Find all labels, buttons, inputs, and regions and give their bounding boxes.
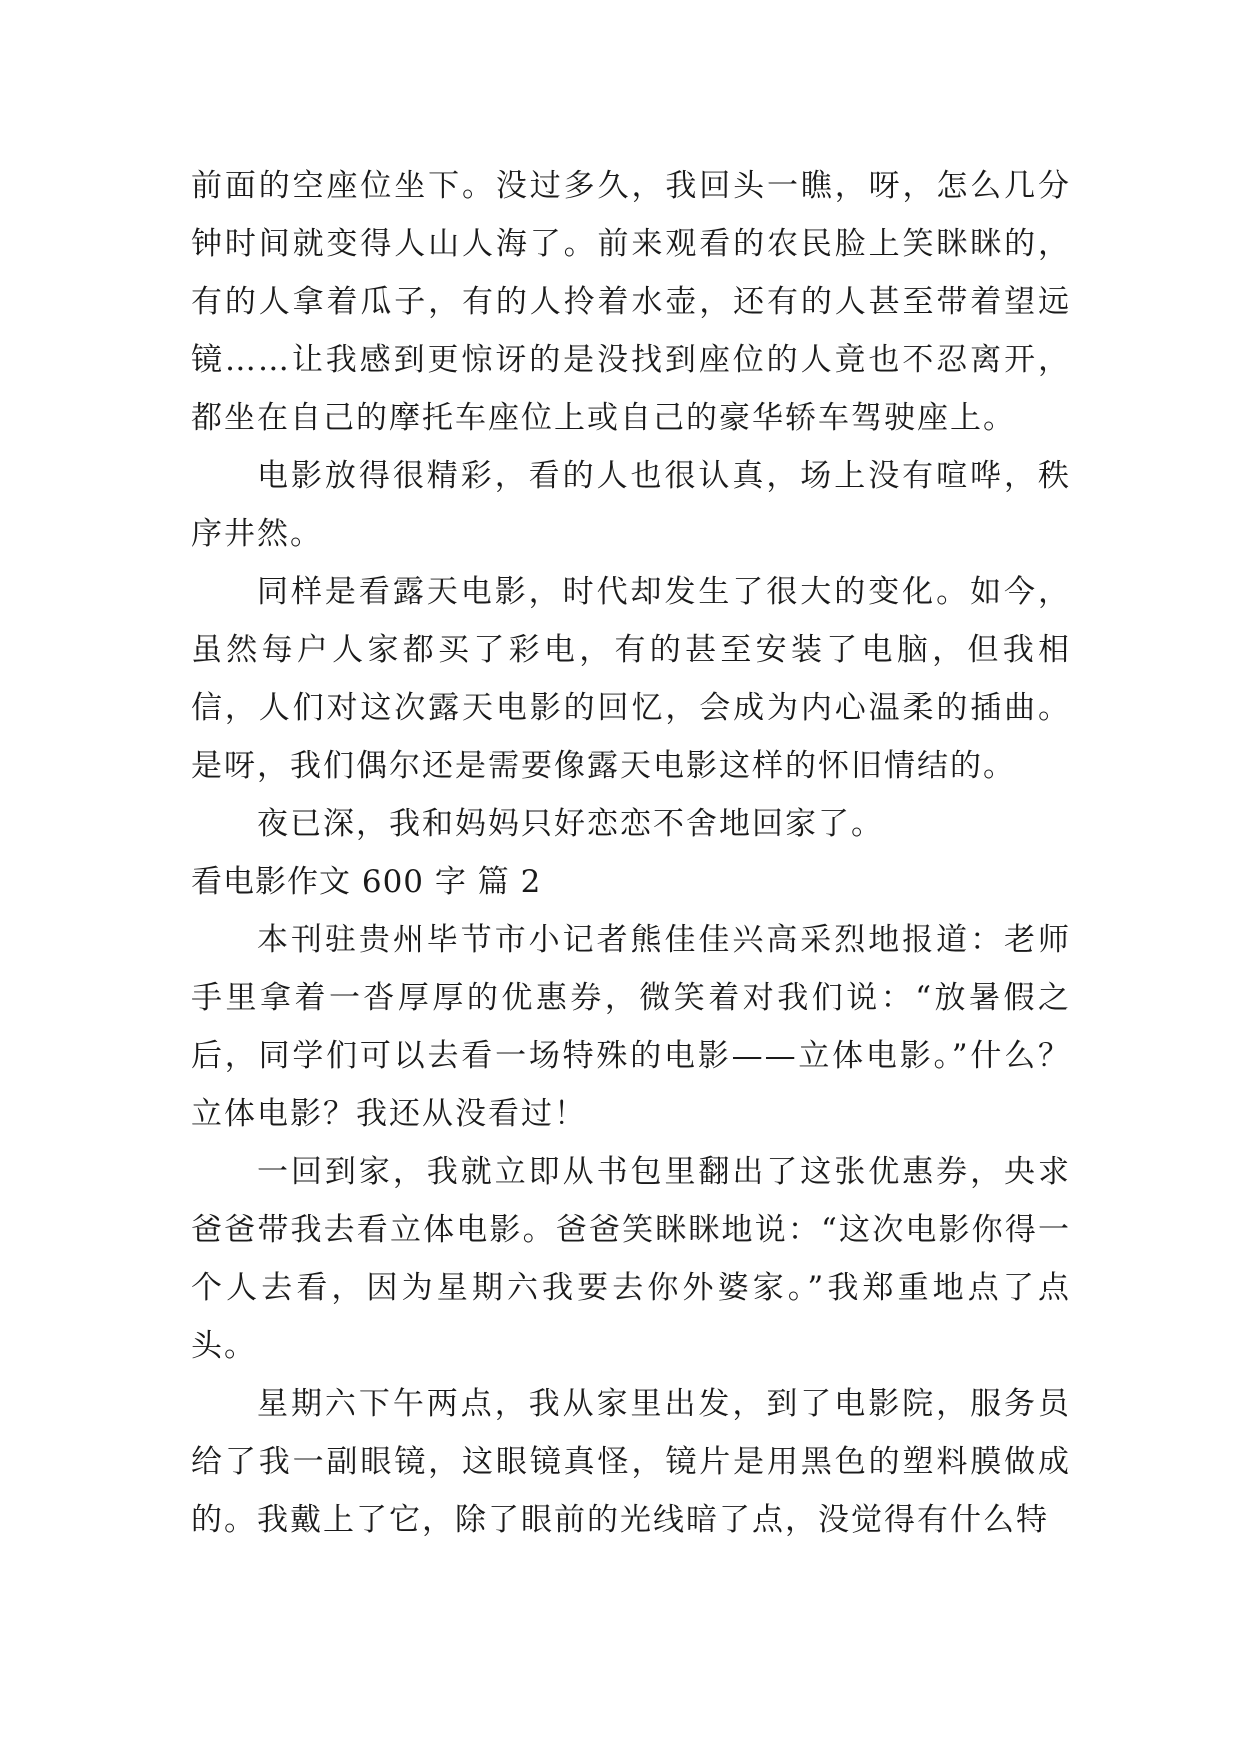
paragraph-going-home: 夜已深，我和妈妈只好恋恋不舍地回家了。: [257, 806, 884, 842]
document-body: [191, 157, 1071, 1549]
paragraph-ask-father: 一回到家，我就立即从书包里翻出了这张优惠券，央求爸爸带我去看立体电影。爸爸笑眯眯地说：“这次电影你得一个人去看，因为星期六我要去你外婆家。”我郑重地点了点头。: [191, 1154, 1071, 1364]
section-heading: 看电影作文 600 字 篇 2: [191, 864, 542, 900]
paragraph-crowd-arrival: 前面的空座位坐下。没过多久，我回头一瞧，呀，怎么几分钟时间就变得人山人海了。前来观看的农民脸上笑眯眯的，有的人拿着瓜子，有的人拎着水壶，还有的人甚至带着望远镜……让我感到更惊讶的是没找到座位的人竟也不忍离开，都坐在自己的摩托车座位上或自己的豪华轿车驾驶座上。: [191, 168, 1071, 436]
paragraph-era-change: 同样是看露天电影，时代却发生了很大的变化。如今，虽然每户人家都买了彩电，有的甚至安装了电脑，但我相信，人们对这次露天电影的回忆，会成为内心温柔的插曲。是呀，我们偶尔还是需要像露天电影这样的怀旧情结的。: [191, 574, 1071, 784]
paragraph-movie-exciting: 电影放得很精彩，看的人也很认真，场上没有喧哗，秩序井然。: [191, 458, 1071, 552]
paragraph-teacher-coupons: 本刊驻贵州毕节市小记者熊佳佳兴高采烈地报道：老师手里拿着一沓厚厚的优惠券，微笑着对我们说：“放暑假之后，同学们可以去看一场特殊的电影——立体电影。”什么？立体电影？我还从没看过！: [191, 922, 1071, 1132]
paragraph-cinema-glasses: 星期六下午两点，我从家里出发，到了电影院，服务员给了我一副眼镜，这眼镜真怪，镜片是用黑色的塑料膜做成的。我戴上了它，除了眼前的光线暗了点，没觉得有什么特: [191, 1386, 1071, 1538]
